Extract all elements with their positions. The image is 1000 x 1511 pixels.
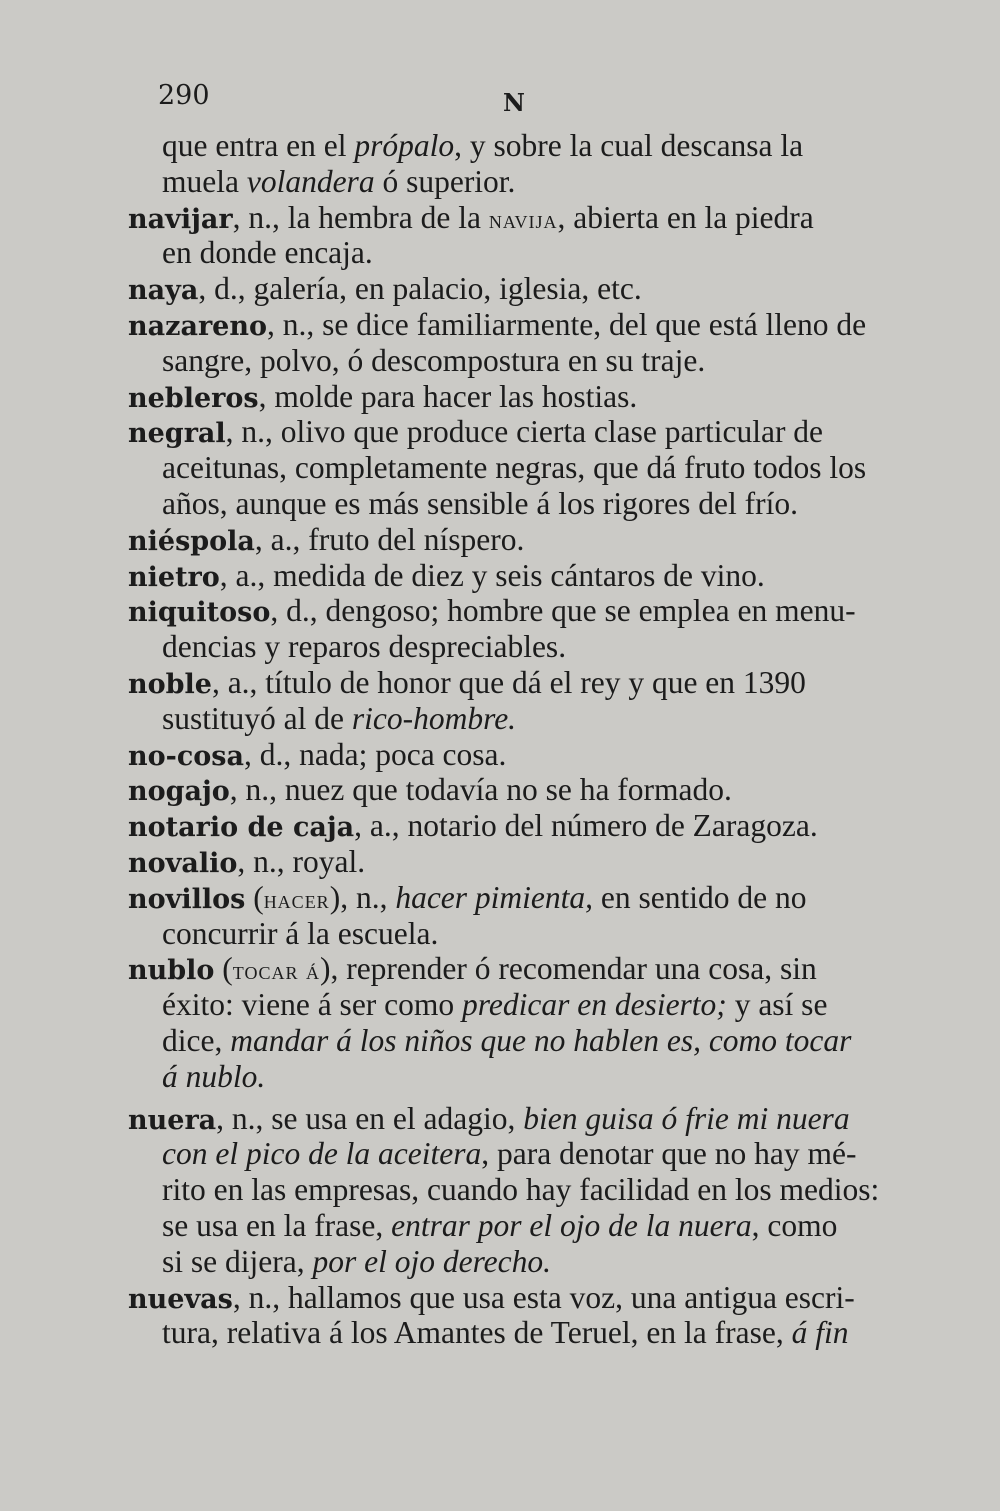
text: concurrir á la escuela. (162, 915, 439, 951)
italic-term: bien guisa ó frie mi nuera (523, 1100, 850, 1136)
italic-term: própalo (354, 128, 455, 163)
text: rito en las empresas, cuando hay facilidad en los medios: (162, 1172, 880, 1208)
text: sustituyó al de (162, 700, 352, 736)
text-line (128, 450, 924, 486)
headword: nogajo (128, 776, 230, 808)
italic-term: rico-hombre. (351, 700, 517, 736)
headword: nuevas (128, 1283, 233, 1315)
text: tura, relativa á los Amantes de Teruel, en la frase, (162, 1315, 792, 1351)
small-caps-term: tocar á (232, 956, 320, 986)
text-line (128, 1315, 924, 1351)
text-line (128, 164, 924, 200)
headword: noble (128, 668, 212, 700)
headword: navijar (128, 203, 233, 235)
headword: notario de caja (128, 812, 355, 844)
text: , n., la hembra de la (232, 199, 489, 235)
text: si se dijera, (162, 1243, 313, 1279)
text: en donde encaja. (162, 235, 373, 271)
text-line (128, 701, 924, 737)
text: , a., título de honor que dá el rey y que en 1390 (211, 664, 806, 700)
text: dencias y reparos despreciables. (162, 629, 567, 665)
entry-novillos (128, 880, 924, 916)
text-line (128, 1208, 924, 1244)
text: , n., se usa en el adagio, (216, 1100, 524, 1136)
text: ( (245, 879, 264, 915)
text-line (128, 1244, 924, 1280)
entry-noble (128, 665, 924, 701)
text: , y sobre la cual descansa la (454, 128, 804, 163)
text: , abierta en la piedra (557, 199, 814, 235)
text: en sentido de no (593, 879, 807, 915)
entry-nuevas (128, 1280, 924, 1316)
headword: naya (128, 275, 199, 307)
text: ), reprender ó recomendar una cosa, sin (319, 951, 817, 987)
text: sangre, polvo, ó descompostura en su traje. (162, 342, 706, 378)
text-line (128, 1059, 924, 1095)
entry-niespola (128, 522, 924, 558)
italic-term: predicar en desierto; (462, 987, 727, 1023)
text: , n., olivo que produce cierta clase particular de (225, 414, 824, 450)
entry-nebleros (128, 379, 924, 415)
text: , n., royal. (237, 843, 366, 879)
headword: nublo (128, 955, 215, 987)
text-line (128, 916, 924, 952)
italic-term: por el ojo derecho. (312, 1243, 551, 1279)
text-line (128, 235, 924, 271)
text: , a., notario del número de Zaragoza. (354, 808, 818, 844)
text: , d., galería, en palacio, iglesia, etc. (198, 271, 642, 307)
section-letter: N (503, 88, 525, 117)
text: aceitunas, completamente negras, que dá fruto todos los (162, 450, 867, 486)
small-caps-term: navija (488, 204, 558, 234)
text: , como (751, 1207, 838, 1243)
entry-nublo (128, 951, 924, 987)
entry-nietro (128, 558, 924, 594)
text-line (128, 343, 924, 379)
italic-term: á nublo. (162, 1058, 266, 1094)
text-line (128, 486, 924, 522)
text-line (128, 629, 924, 665)
text: muela (162, 163, 247, 199)
italic-term: mandar á los niños que no hablen es, como tocar (230, 1022, 852, 1058)
headword: negral (128, 418, 226, 450)
text-line (128, 987, 924, 1023)
text: éxito: viene á ser como (162, 987, 463, 1023)
entry-negral (128, 414, 924, 450)
page-number: 290 (158, 80, 210, 111)
text: , n., se dice familiarmente, del que está lleno de (267, 306, 867, 342)
headword: nuera (128, 1104, 217, 1136)
text-line (128, 1023, 924, 1059)
entry-nazareno (128, 307, 924, 343)
entry-no-cosa (128, 737, 924, 773)
italic-term: con el pico de la aceitera (162, 1136, 482, 1172)
text: ( (214, 951, 233, 987)
entry-nogajo (128, 772, 924, 808)
headword: niéspola (128, 525, 255, 557)
text: , n., hallamos que usa esta voz, una antigua escri- (232, 1279, 855, 1315)
italic-term: hacer pimienta, (395, 879, 594, 915)
text: , para denotar que no hay mé- (481, 1136, 857, 1172)
headword: nazareno (128, 310, 267, 342)
entry-niquitoso (128, 593, 924, 629)
text: y así se (726, 987, 828, 1023)
headword: novillos (128, 883, 246, 915)
entry-naya (128, 271, 924, 307)
headword: niquitoso (128, 597, 271, 629)
entry-nuera (128, 1101, 924, 1137)
text: años, aunque es más sensible á los rigores del frío. (162, 485, 798, 521)
text: ó superior. (374, 163, 516, 199)
headword: no-cosa (128, 740, 244, 772)
entry-novalio (128, 844, 924, 880)
headword: nietro (128, 561, 220, 593)
entry-navijar (128, 200, 924, 236)
text: , d., dengoso; hombre que se emplea en menu- (270, 593, 856, 629)
italic-term: á fin (791, 1315, 849, 1351)
headword: novalio (128, 847, 238, 879)
text: , d., nada; poca cosa. (244, 736, 507, 772)
text-line (128, 128, 924, 164)
text: , molde para hacer las hostias. (258, 378, 638, 414)
text: ), n., (329, 879, 396, 915)
text-line (128, 1136, 924, 1172)
text: que entra en el (162, 128, 355, 163)
text: se usa en la frase, (162, 1207, 392, 1243)
text-line (128, 1172, 924, 1208)
headword: nebleros (128, 382, 259, 414)
text: , n., nuez que todavía no se ha formado. (229, 772, 732, 808)
entry-notario-de-caja (128, 808, 924, 844)
small-caps-term: hacer (263, 884, 330, 914)
italic-term: volandera (246, 163, 375, 199)
text: dice, (162, 1022, 231, 1058)
text: , a., fruto del níspero. (254, 521, 525, 557)
text: , a., medida de diez y seis cántaros de vino. (219, 557, 765, 593)
page-body (128, 128, 924, 1351)
italic-term: entrar por el ojo de la nuera (391, 1207, 752, 1243)
